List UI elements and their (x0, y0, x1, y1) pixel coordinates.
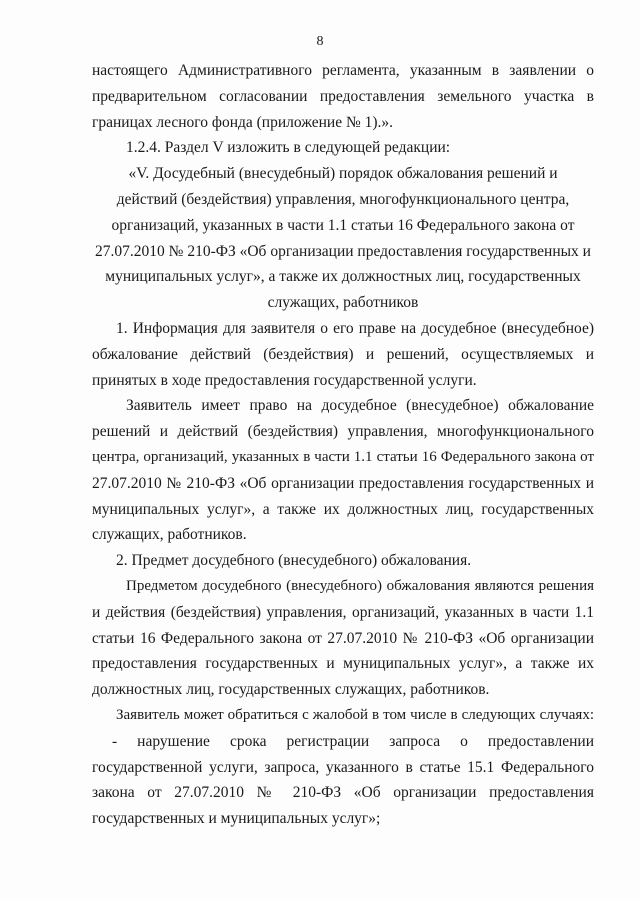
text-line: решений и действий (бездействия) управления, многофункционального (92, 423, 594, 441)
text-line: предварительном согласовании предоставления земельного участка в (92, 87, 594, 105)
text-line: государственных и муниципальных услуг»; (92, 810, 381, 828)
text-line: закона от 27.07.2010 № 210-ФЗ «Об организации предоставления (92, 784, 594, 802)
page-number: 8 (316, 34, 324, 49)
text-line: Заявитель может обратиться с жалобой в том числе в следующих случаях: (116, 706, 594, 723)
text-line: принятых в ходе предоставления государственной услуги. (92, 371, 477, 389)
text-line: государственной услуги, запроса, указанного в статье 15.1 Федерального (92, 758, 594, 776)
text-line: 1. Информация для заявителя о его праве на досудебное (внесудебное) (116, 319, 594, 337)
text-line: настоящего Административного регламента, указанным в заявлении о (92, 62, 594, 79)
text-line: должностных лиц, государственных служащих, работников. (92, 681, 490, 699)
text-line: Заявитель имеет право на досудебное (внесудебное) обжалование (126, 397, 594, 415)
text-line: Предметом досудебного (внесудебного) обжалования являются решения (126, 577, 594, 594)
text-line: статьи 16 Федерального закона от 27.07.2010 № 210-ФЗ «Об организации (92, 629, 594, 647)
text-line: границах лесного фонда (приложение № 1).». (92, 113, 394, 131)
section-title-line: 27.07.2010 № 210-ФЗ «Об организации предоставления государственных и (95, 242, 591, 260)
text-line: 1.2.4. Раздел V изложить в следующей редакции: (126, 139, 451, 157)
text-line: предоставления государственных и муниципальных услуг», а также их (92, 655, 594, 673)
text-line: центра, организаций, указанных в части 1.1 статьи 16 Федерального закона от (92, 448, 594, 465)
list-item-line: - нарушение срока регистрации запроса о предоставлении (112, 732, 594, 750)
section-title-line: действий (бездействия) управления, многофункционального центра, (116, 190, 570, 208)
section-title-line: служащих, работников (267, 294, 419, 312)
section-title-line: «V. Досудебный (внесудебный) порядок обжалования решений и (128, 165, 558, 183)
text-line: служащих, работников. (92, 526, 247, 544)
section-title-line: муниципальных услуг», а также их должностных лиц, государственных (105, 268, 581, 286)
document-body (92, 58, 594, 832)
text-line: муниципальных услуг», а также их должностных лиц, государственных (92, 500, 594, 518)
text-line: 2. Предмет досудебного (внесудебного) обжалования. (116, 552, 472, 570)
text-line: обжалование действий (бездействия) и решений, осуществляемых и (92, 345, 594, 363)
section-title-line: организаций, указанных в части 1.1 статьи 16 Федерального закона от (111, 216, 575, 234)
text-line: 27.07.2010 № 210-ФЗ «Об организации предоставления государственных и (92, 474, 594, 492)
text-line: и действия (бездействия) управления, организаций, указанных в части 1.1 (92, 603, 594, 621)
